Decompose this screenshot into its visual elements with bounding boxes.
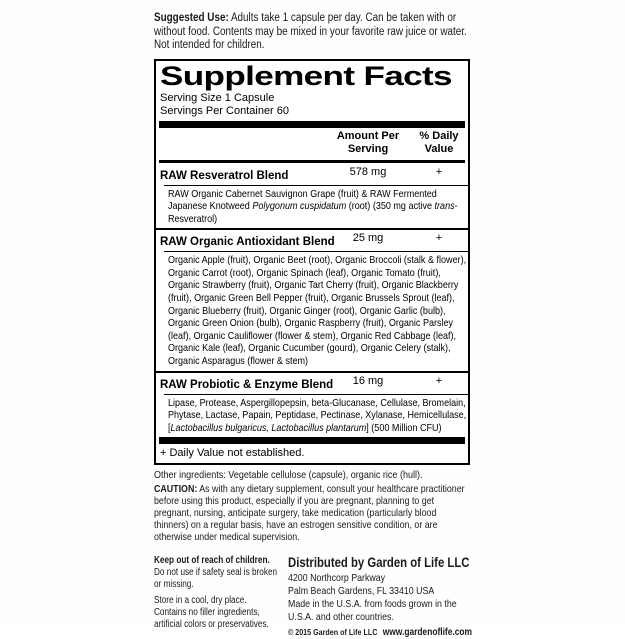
divider-thick-bottom	[159, 437, 465, 444]
suggested-use-label: Suggested Use:	[154, 12, 229, 24]
blend-amount: 578 mg	[349, 165, 387, 178]
panel-title: Supplement Facts	[160, 60, 452, 91]
copyright-row	[288, 626, 472, 639]
blend-daily-value: +	[435, 374, 443, 387]
label-footer	[154, 555, 472, 639]
col-header-amount: Amount Per Serving	[336, 129, 400, 155]
label-column	[154, 12, 472, 639]
servings-per-container: Servings Per Container 60	[160, 104, 290, 117]
blend-row-probiotic-enzyme	[156, 373, 468, 394]
blend-daily-value: +	[435, 232, 443, 245]
blend-detail-antioxidant: Organic Apple (fruit), Organic Beet (root), Organic Broccoli (stalk & flower), Organic Carrot (root), Organic Spinach (leaf), Organic Tomato (fruit), Organic Strawberry (fruit), Organic Tart Cherry (fruit), Organic Blackberry (fruit), Organic Green Bell Pepper (fruit), Organic Brussels Sprout (leaf), Organic Blueberry (fruit), Organic Ginger (root), Organic Garlic (bulb), Organic Green Onion (bulb), Organic Raspberry (fruit), Organic Parsley (leaf), Organic Cauliflower (flower & stem), Organic Red Cabbage (leaf), Organic Kale (leaf), Organic Cucumber (gourd), Organic Celery (stalk), Organic Asparagus (flower & stem)	[168, 254, 467, 368]
storage-warnings	[154, 555, 282, 639]
caution-text	[154, 484, 472, 544]
divider-medium	[159, 160, 465, 163]
distributor-address2: Palm Beach Gardens, FL 33410 USA	[288, 584, 435, 597]
copyright-text: © 2015 Garden of Life LLC	[288, 626, 378, 637]
blend-name: RAW Probiotic & Enzyme Blend	[160, 378, 334, 391]
daily-value-footnote: + Daily Value not established.	[160, 447, 305, 460]
serving-size: Serving Size 1 Capsule	[160, 91, 275, 104]
divider-hairline	[164, 394, 468, 395]
caution-body: As with any dietary supplement, consult your healthcare practitioner before using this product, especially if you are pregnant, planning to get pregnant, nursing, anticipate surgery, take medication (particularly blood thinners) on a regular basis, have an estrogen sensitive condition, or are otherwise under medical supervision.	[154, 483, 465, 543]
blend-detail-resveratrol: RAW Organic Cabernet Sauvignon Grape (fruit) & RAW Fermented Japanese Knotweed Polygonum cuspidatum (root) (350 mg active trans-Resveratrol)	[168, 187, 458, 225]
website-url[interactable]: www.gardenoflife.com	[382, 626, 472, 638]
distributor-heading: Distributed by Garden of Life LLC	[288, 554, 470, 570]
blend-detail-probiotic: Lipase, Protease, Aspergillopepsin, beta-Glucanase, Cellulase, Bromelain, Phytase, Lactase, Papain, Peptidase, Pectinase, Xylanase, Hemicellulase, [Lactobacillus bulgaricus, Lactobacillus plantarum] (500 Million CFU)	[168, 396, 467, 434]
distributor-address1: 4200 Northcorp Parkway	[288, 571, 386, 584]
safety-seal-text: Do not use if safety seal is broken or missing.	[154, 566, 278, 590]
storage-text: Store in a cool, dry place.	[154, 594, 247, 606]
divider-hairline	[164, 185, 468, 186]
blend-row-antioxidant	[156, 230, 468, 251]
no-fillers-text: Contains no filler ingredients, artificial colors or preservatives.	[154, 606, 269, 630]
blend-row-resveratrol	[156, 164, 468, 185]
suggested-use-text: Adults take 1 capsule per day. Can be taken with or without food. Contents may be mixed in your favorite raw juice or water. Not intended for children.	[154, 12, 467, 51]
made-in-text: Made in the U.S.A. from foods grown in the U.S.A. and other countries.	[288, 597, 457, 623]
divider-hairline	[164, 251, 468, 252]
blend-name: RAW Resveratrol Blend	[160, 169, 289, 182]
distributor-info	[288, 555, 472, 639]
keep-out-of-reach-heading: Keep out of reach of children.	[154, 554, 270, 566]
blend-name: RAW Organic Antioxidant Blend	[160, 236, 335, 249]
blend-daily-value: +	[435, 165, 443, 178]
other-ingredients: Other ingredients: Vegetable cellulose (capsule), organic rice (hull).	[154, 469, 423, 482]
blend-amount: 25 mg	[352, 232, 384, 245]
column-header-row	[156, 130, 468, 158]
supplement-facts-panel	[154, 59, 470, 466]
blend-amount: 16 mg	[352, 374, 384, 387]
col-header-daily-value: % Daily Value	[419, 129, 459, 155]
caution-label: CAUTION:	[154, 483, 198, 495]
suggested-use	[154, 12, 472, 53]
divider-thick-top	[159, 121, 465, 128]
